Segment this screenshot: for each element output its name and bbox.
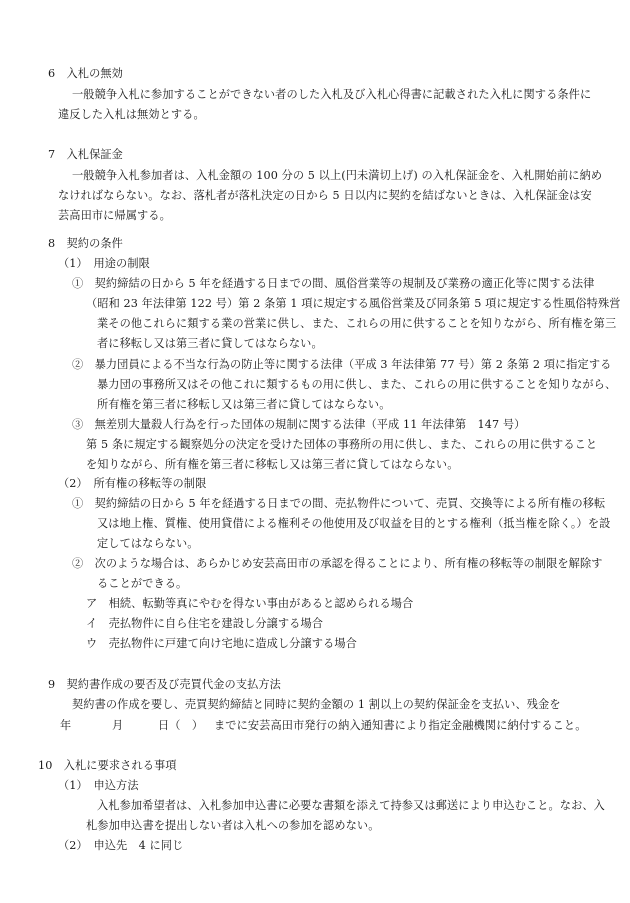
section-8-1-item-1-line-1: ① 契約締結の日から 5 年を経過する日までの間、風俗営業等の規制及び業務の適正化等に関する法律 bbox=[72, 277, 595, 290]
section-8-1-item-3-line-2: 第 5 条に規定する観察処分の決定を受けた団体の事務所の用に供し、また、これらの用に供すること bbox=[86, 438, 598, 451]
section-9-date-year: 年 bbox=[60, 719, 72, 732]
section-10-1-line-1: 入札参加希望者は、入札参加申込書に必要な書類を添えて持参又は郵送により申込むこと。なお、入 bbox=[97, 799, 605, 812]
section-6-line-2: 違反した入札は無効とする。 bbox=[58, 108, 205, 121]
section-10-1-line-2: 札参加申込書を提出しない者は入札への参加を認めない。 bbox=[86, 819, 380, 832]
section-8-1-item-3-line-3: を知りながら、所有権を第三者に移転し又は第三者に貸してはならない。 bbox=[86, 458, 459, 471]
section-8-2-heading: （2） 所有権の移転等の制限 bbox=[58, 477, 207, 490]
section-8-2-item-2-line-2: ることができる。 bbox=[97, 577, 188, 590]
section-7-line-1: 一般競争入札参加者は、入札金額の 100 分の 5 以上(円未満切上げ) の入札保証金を、入札開始前に納め bbox=[72, 169, 603, 182]
section-10-heading: 10 入札に要求される事項 bbox=[38, 759, 177, 772]
section-8-1-item-2-line-2: 暴力団の事務所又はその他これに類するもの用に供し、また、これらの用に供することを知りながら、 bbox=[97, 378, 617, 391]
section-8-1-item-1-line-3: 業その他これらに類する業の営業に供し、また、これらの用に供することを知りながら、所有権を第三 bbox=[97, 317, 617, 330]
section-8-2-case-u: ウ 売払物件に戸建て向け宅地に造成し分譲する場合 bbox=[86, 637, 357, 650]
section-10-1-heading: （1） 申込方法 bbox=[58, 779, 139, 792]
section-8-1-item-1-line-2: （昭和 23 年法律第 122 号）第 2 条第 1 項に規定する風俗営業及び同条第 5 項に規定する性風俗特殊営 bbox=[86, 297, 621, 310]
section-8-2-case-i: イ 売払物件に自ら住宅を建設し分譲する場合 bbox=[86, 617, 324, 630]
section-8-2-item-1-line-1: ① 契約締結の日から 5 年を経過する日までの間、売払物件について、売買、交換等による所有権の移転 bbox=[72, 497, 606, 510]
section-8-1-item-1-line-4: 者に移転し又は第三者に貸してはならない。 bbox=[97, 337, 323, 350]
section-8-1-heading: （1） 用途の制限 bbox=[58, 257, 150, 270]
section-8-1-item-3-line-1: ③ 無差別大量殺人行為を行った団体の規制に関する法律（平成 11 年法律第 147 号） bbox=[72, 418, 526, 431]
section-8-heading: 8 契約の条件 bbox=[48, 237, 123, 250]
section-8-2-item-1-line-3: 定してはならない。 bbox=[97, 537, 199, 550]
section-8-1-item-2-line-1: ② 暴力団員による不当な行為の防止等に関する法律（平成 3 年法律第 77 号）第 2 条第 2 項に指定する bbox=[72, 358, 612, 371]
section-9-date-month: 月 bbox=[112, 719, 124, 732]
section-9-line-2: までに安芸高田市発行の納入通知書により指定金融機関に納付すること。 bbox=[214, 719, 587, 732]
section-9-line-1: 契約書の作成を要し、売買契約締結と同時に契約金額の 1 割以上の契約保証金を支払い、残金を bbox=[72, 698, 561, 711]
section-7-line-2: なければならない。なお、落札者が落札決定の日から 5 日以内に契約を結ばないときは、入札保証金は安 bbox=[58, 189, 592, 202]
section-8-2-case-a: ア 相続、転勤等真にやむを得ない事由があると認められる場合 bbox=[86, 597, 414, 610]
section-6-line-1: 一般競争入札に参加することができない者のした入札及び入札心得書に記載された入札に関する条件に bbox=[72, 88, 592, 101]
section-8-2-item-2-line-1: ② 次のような場合は、あらかじめ安芸高田市の承認を得ることにより、所有権の移転等の制限を解除す bbox=[72, 557, 603, 570]
section-8-2-item-1-line-2: 又は地上権、質権、使用貸借による権利その他使用及び収益を目的とする権利（抵当権を除く。）を設 bbox=[97, 517, 611, 530]
section-7-line-3: 芸高田市に帰属する。 bbox=[58, 209, 171, 222]
section-6-heading: 6 入札の無効 bbox=[48, 67, 123, 80]
section-9-heading: 9 契約書作成の要否及び売買代金の支払方法 bbox=[48, 678, 281, 691]
section-10-2-heading: （2） 申込先 4 に同じ bbox=[58, 839, 184, 852]
section-9-date-day: 日（ ） bbox=[158, 719, 204, 732]
section-8-1-item-2-line-3: 所有権を第三者に移転し又は第三者に貸してはならない。 bbox=[97, 398, 391, 411]
section-7-heading: 7 入札保証金 bbox=[48, 148, 123, 161]
